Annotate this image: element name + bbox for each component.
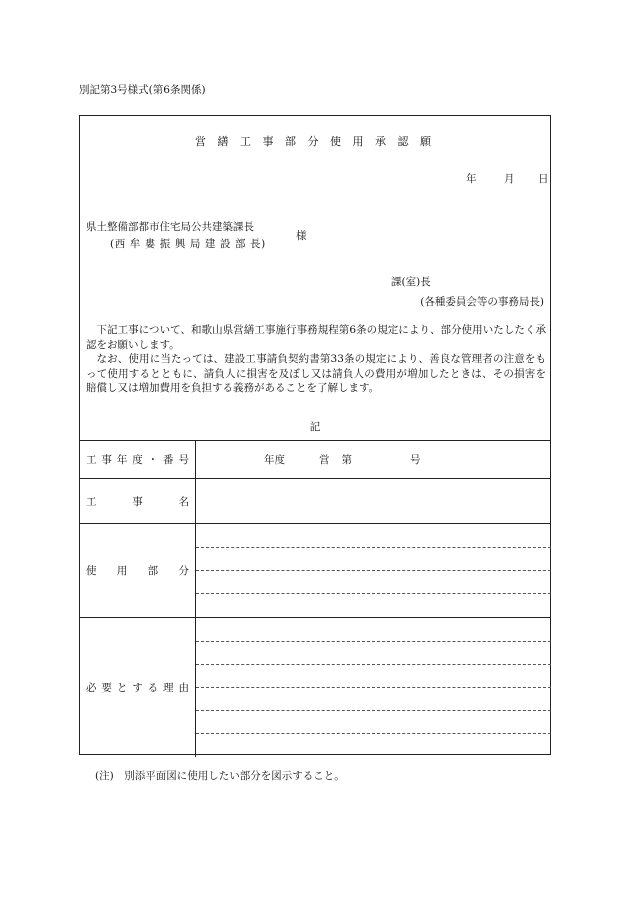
dashed-line	[196, 664, 551, 665]
date-day: 日	[538, 173, 549, 185]
label-reason: 必 要 と す る 理 由	[86, 682, 189, 694]
application-form-frame	[79, 115, 551, 755]
date-year: 年	[466, 173, 477, 185]
label-construction-name: 工 事 名	[86, 495, 189, 508]
body-paragraph-2: なお、使用に当たっては、建設工事請負契約書第33条の規定により、善良な管理者の注意をもって使用するとともに、請負人に損害を及ぼし又は請負人の費用が増加したときは、その損害を賠償し又は増加費用を負担する義務があることを了解します。	[86, 353, 546, 394]
go-text: 号	[410, 454, 421, 466]
table-row-usage-part	[80, 524, 551, 618]
dashed-line	[196, 641, 551, 642]
footnote: (注) 別添平面図に使用したい部分を図示すること。	[95, 770, 345, 782]
label-year-number: 工 事 年 度 ・ 番 号	[86, 454, 189, 466]
dashed-line	[196, 547, 551, 548]
addressee-honorific: 様	[296, 230, 307, 242]
value-construction-name[interactable]	[196, 479, 552, 524]
table-row-reason	[80, 618, 551, 758]
value-reason[interactable]	[196, 618, 552, 758]
dashed-line	[196, 733, 551, 734]
ki-heading: 記	[309, 421, 321, 433]
date-month: 月	[504, 173, 515, 185]
dashed-line	[196, 593, 551, 594]
form-title: 営 繕 工 事 部 分 使 用 承 認 願	[195, 135, 435, 148]
request-body	[86, 323, 546, 396]
dai-text: 第	[341, 454, 352, 466]
value-year-number[interactable]	[196, 441, 552, 479]
addressee-line1: 県土整備部都市住宅局公共建築課長	[86, 221, 254, 233]
body-paragraph-1: 下記工事について、和歌山県営繕工事施行事務規程第6条の規定により、部分使用いたしたく承認をお願いします。	[86, 324, 546, 351]
addressee-line2: (西 牟 婁 振 興 局 建 設 部 長)	[110, 238, 266, 250]
details-table	[80, 440, 551, 757]
applicant-chief: 課(室)長	[391, 276, 431, 288]
nendo-text: 年度	[264, 454, 285, 466]
value-usage-part[interactable]	[196, 524, 552, 618]
dashed-line	[196, 687, 551, 688]
ei-text: 営	[319, 454, 330, 466]
label-usage-part: 使 用 部 分	[86, 565, 189, 577]
dashed-line	[196, 710, 551, 711]
dashed-line	[196, 570, 551, 571]
table-row-construction-name	[80, 479, 551, 524]
form-number-label: 別記第3号様式(第6条関係)	[79, 84, 206, 96]
applicant-secretariat: (各種委員会等の事務局長)	[420, 296, 544, 308]
table-row-year-number	[80, 441, 551, 479]
